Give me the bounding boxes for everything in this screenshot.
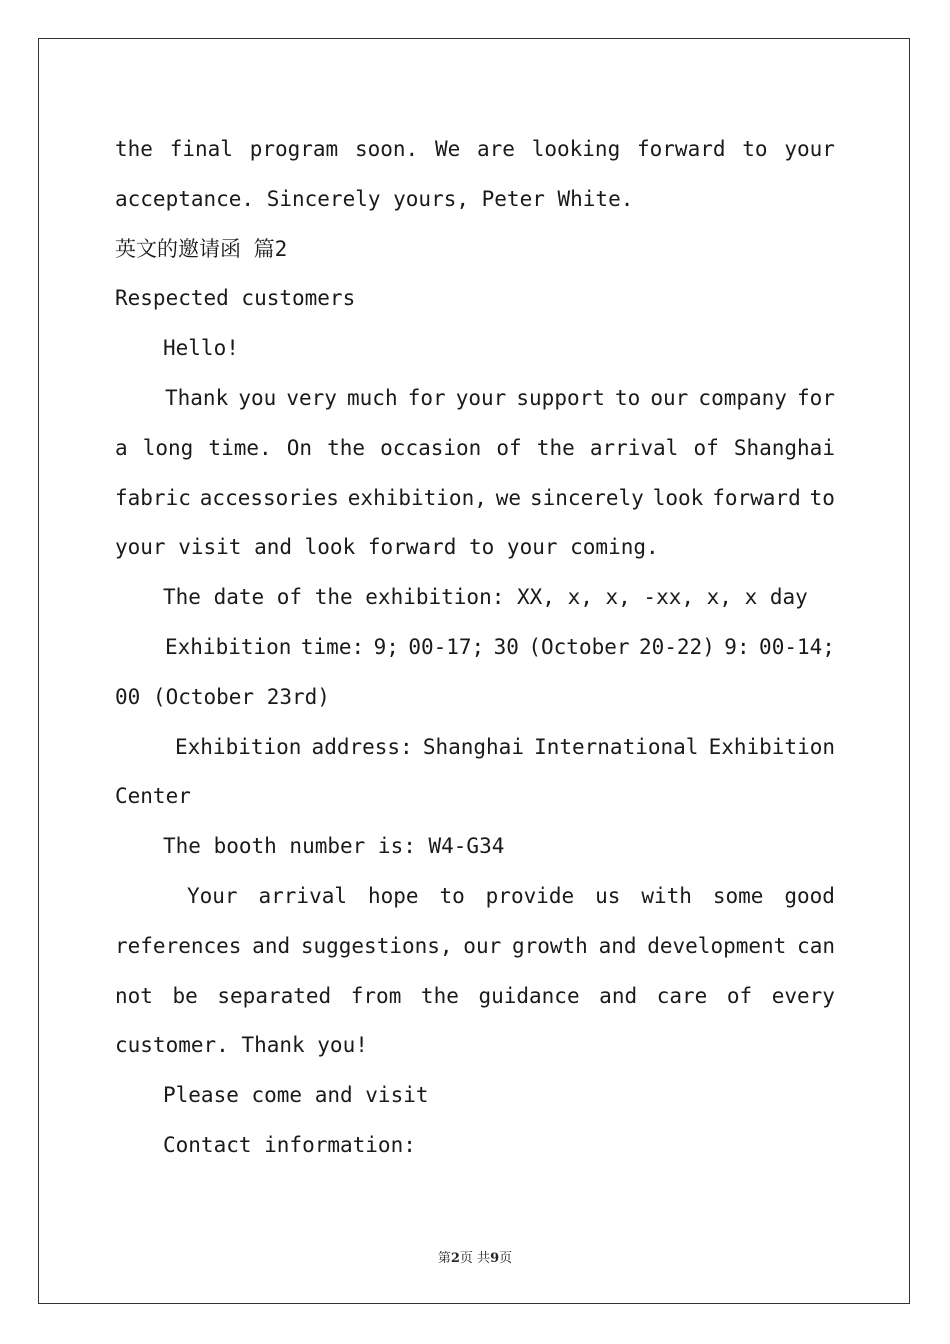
- total-pages: 9: [490, 1251, 500, 1266]
- word: of: [693, 435, 719, 460]
- word: the: [327, 435, 366, 460]
- word: long: [142, 435, 194, 460]
- paragraph-line: [115, 474, 835, 524]
- word: not: [115, 983, 153, 1008]
- exhibition-date: The date of the exhibition: XX, x, x, -xx, x, x day: [163, 585, 808, 610]
- word: of: [496, 435, 522, 460]
- word: Your: [187, 883, 238, 908]
- word: of: [726, 983, 753, 1008]
- word: On: [286, 435, 313, 460]
- footer-mid: 页 共: [459, 1251, 491, 1266]
- footer-suffix: 页: [499, 1251, 513, 1266]
- word: you: [238, 385, 277, 410]
- word: look: [652, 485, 704, 510]
- word: to: [439, 883, 465, 908]
- word: time:: [300, 634, 365, 659]
- contact-info: Contact information:: [163, 1132, 416, 1157]
- exhibition-address-cont: Center: [115, 784, 191, 809]
- salutation: Respected customers: [115, 286, 356, 311]
- paragraph-line: [115, 424, 835, 474]
- word: the: [420, 983, 459, 1008]
- word: very: [286, 385, 337, 410]
- word: hope: [367, 883, 419, 908]
- word: (October: [528, 634, 630, 659]
- word: sincerely: [530, 485, 644, 510]
- section-heading: 英文的邀请函 篇2: [115, 236, 288, 261]
- word: good: [784, 883, 835, 908]
- word: our: [650, 385, 689, 410]
- word: soon.: [354, 137, 419, 161]
- word: our: [463, 933, 502, 958]
- word: arrival: [258, 883, 348, 908]
- word: forward: [637, 137, 726, 161]
- booth-number: The booth number is: W4-G34: [163, 834, 505, 859]
- exhibition-time: [115, 623, 835, 673]
- word: to: [809, 485, 835, 510]
- word: references: [115, 933, 242, 958]
- word: some: [712, 883, 764, 908]
- word: 00-17;: [408, 634, 485, 659]
- word: the: [115, 137, 153, 161]
- word: Exhibition: [175, 734, 302, 759]
- word: we: [495, 485, 522, 510]
- word: forward: [712, 485, 801, 510]
- paragraph-line: your visit and look forward to your coming.: [115, 535, 659, 560]
- page-footer: [0, 1247, 950, 1266]
- word: accessories: [199, 485, 339, 510]
- paragraph-line: [115, 972, 835, 1022]
- word: final: [169, 137, 233, 161]
- word: are: [477, 137, 515, 161]
- paragraph-line: [115, 922, 835, 972]
- word: occasion: [380, 435, 482, 460]
- word: for: [407, 385, 446, 410]
- word: Shanghai: [422, 734, 524, 759]
- word: Exhibition: [165, 634, 292, 659]
- word: your: [455, 385, 507, 410]
- word: address:: [311, 734, 413, 759]
- word: to: [615, 385, 641, 410]
- word: and: [252, 933, 291, 958]
- word: We: [434, 137, 461, 161]
- word: be: [172, 983, 198, 1008]
- word: suggestions,: [300, 933, 453, 958]
- paragraph-line: [115, 125, 835, 175]
- word: separated: [217, 983, 332, 1008]
- paragraph-line: [115, 872, 835, 922]
- exhibition-time-cont: 00 (October 23rd): [115, 684, 330, 709]
- document-body: [115, 125, 835, 1171]
- word: can: [797, 933, 835, 958]
- word: Thank: [165, 385, 229, 410]
- word: time.: [208, 435, 272, 460]
- word: company: [698, 385, 787, 410]
- word: care: [656, 983, 708, 1008]
- paragraph-line: [115, 374, 835, 424]
- word: your: [784, 137, 835, 161]
- word: exhibition,: [347, 485, 487, 510]
- closing-line: Please come and visit: [163, 1083, 429, 1108]
- word: a: [115, 435, 128, 460]
- footer-prefix: 第: [437, 1251, 451, 1266]
- current-page-number: 2: [450, 1251, 460, 1266]
- word: 20-22): [638, 634, 715, 659]
- word: 9;: [373, 634, 399, 659]
- word: Exhibition: [708, 734, 835, 759]
- word: much: [347, 385, 398, 410]
- word: from: [350, 983, 402, 1008]
- word: International: [534, 734, 699, 759]
- word: looking: [531, 137, 621, 161]
- word: Shanghai: [733, 435, 835, 460]
- word: development: [647, 933, 787, 958]
- word: guidance: [478, 983, 580, 1008]
- word: us: [595, 883, 621, 908]
- word: and: [598, 933, 637, 958]
- exhibition-address: [115, 723, 835, 773]
- word: to: [742, 137, 768, 161]
- word: provide: [485, 883, 575, 908]
- word: program: [249, 137, 339, 161]
- word: and: [599, 983, 638, 1008]
- word: support: [516, 385, 605, 410]
- word: with: [641, 883, 692, 908]
- word: 00-14;: [759, 634, 835, 659]
- word: 9:: [724, 634, 750, 659]
- greeting: Hello!: [163, 336, 239, 361]
- word: every: [771, 983, 835, 1008]
- word: for: [797, 385, 835, 410]
- word: the: [536, 435, 575, 460]
- word: fabric: [115, 485, 191, 510]
- paragraph-line: customer. Thank you!: [115, 1033, 368, 1058]
- word: 30: [493, 634, 519, 659]
- paragraph-line: acceptance. Sincerely yours, Peter White.: [115, 186, 634, 211]
- word: growth: [511, 933, 588, 958]
- word: arrival: [589, 435, 679, 460]
